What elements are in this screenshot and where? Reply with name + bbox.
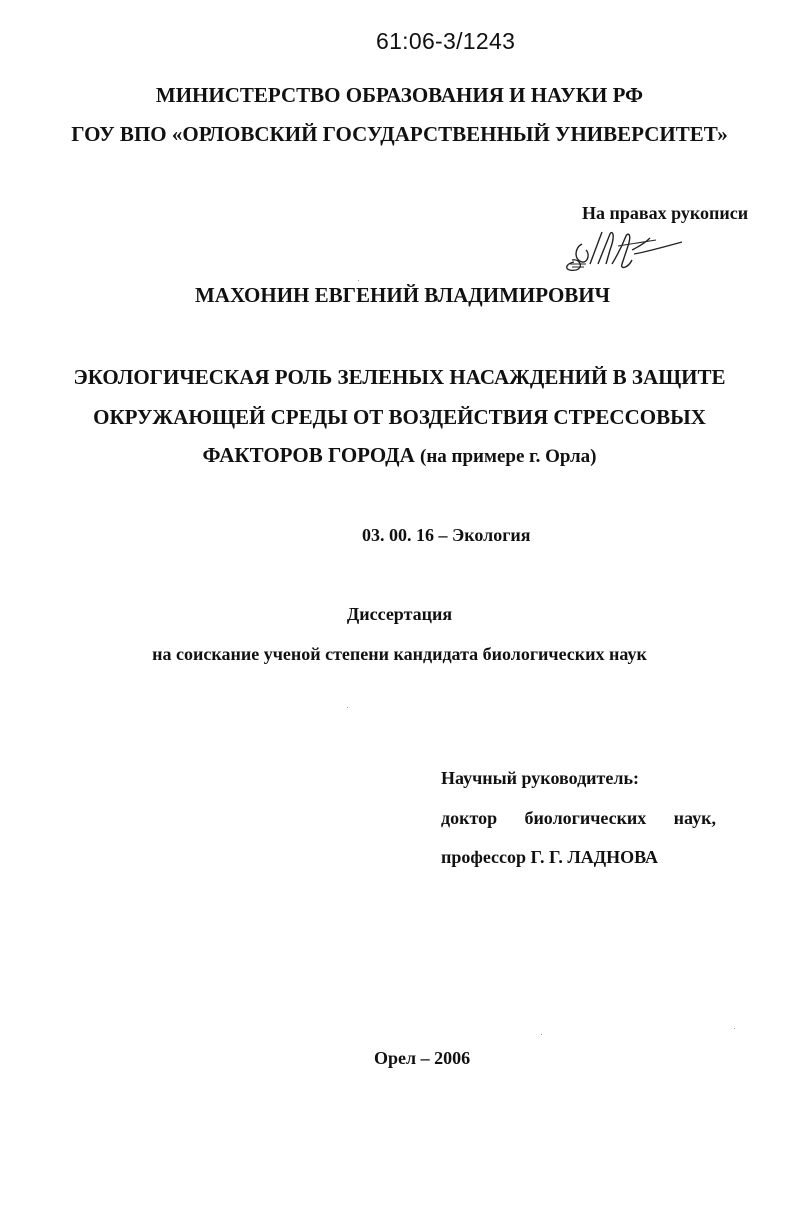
place-and-year: Орел – 2006 [374, 1048, 471, 1068]
dissertation-title-line-1: ЭКОЛОГИЧЕСКАЯ РОЛЬ ЗЕЛЕНЫХ НАСАЖДЕНИЙ В ЗАЩИТЕ [73, 365, 726, 389]
dissertation-title-line-2: ОКРУЖАЮЩЕЙ СРЕДЫ ОТ ВОЗДЕЙСТВИЯ СТРЕССОВЫХ [93, 405, 706, 429]
scan-speck [541, 1034, 542, 1035]
catalog-number: 61:06-3/1243 [376, 28, 516, 54]
supervisor-degree [441, 808, 716, 829]
supervisor-label: Научный руководитель: [441, 768, 639, 788]
university-heading: ГОУ ВПО «ОРЛОВСКИЙ ГОСУДАРСТВЕННЫЙ УНИВЕРСИТЕТ» [71, 122, 728, 146]
supervisor-degree-word-3: наук, [673, 808, 716, 828]
handwritten-signature [560, 224, 684, 274]
title-line-3-main: ФАКТОРОВ ГОРОДА [202, 443, 415, 467]
scan-speck [358, 280, 359, 281]
specialty-code: 03. 00. 16 – Экология [362, 525, 531, 545]
supervisor-degree-word-2: биологических [524, 808, 647, 828]
scan-speck [347, 707, 348, 708]
supervisor-name: профессор Г. Г. ЛАДНОВА [441, 847, 659, 867]
document-type: Диссертация [346, 604, 453, 624]
degree-line: на соискание ученой степени кандидата биологических наук [152, 644, 647, 664]
manuscript-rights-note: На правах рукописи [582, 203, 749, 223]
dissertation-title-line-3 [0, 443, 799, 468]
scan-speck [734, 1028, 735, 1029]
supervisor-degree-word-1: доктор [441, 808, 498, 828]
ministry-heading: МИНИСТЕРСТВО ОБРАЗОВАНИЯ И НАУКИ РФ [155, 83, 644, 107]
author-name: МАХОНИН ЕВГЕНИЙ ВЛАДИМИРОВИЧ [194, 283, 611, 307]
title-line-3-note: (на примере г. Орла) [420, 446, 597, 467]
